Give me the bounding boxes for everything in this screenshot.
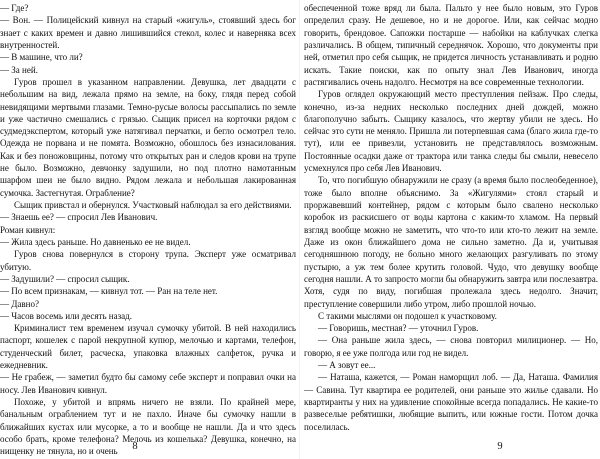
paragraph: То, что погибшую обнаружили не сразу (а время было послеобеденное), тоже было вполне объяснимо. За «Жигулями» стоял старый и проржавевший контейнер, рядом с которым было свалено несколько коробок из раскисшего от воды картона с каким-то хламом. На первый взгляд вообще можно не заметить, что что-то или кто-то лежит на земле. Даже из окон ближайшего дома не сильно заметно. Да и, учитывая сегодняшнюю погоду, не больно много желающих разгуливать по этому пустырю, а уж тем более крутить головой. Чудо, что девушку вообще сегодня нашли. А то запросто могли бы обнаружить завтра или послезавтра. Хотя, судя по виду, погибшая пролежала здесь недолго. Значит, преступление совершили либо утром, либо прошлой ночью.	[304, 175, 598, 309]
page-right-folio: 9	[497, 441, 503, 452]
paragraph: — Жила здесь раньше. Но давненько ее не видел.	[0, 236, 191, 247]
paragraph: — Говоришь, местная? — уточнил Гуров.	[318, 323, 479, 334]
paragraph: — Не грабеж, — заметил будто бы самому себе эксперт и поправил очки на носу. Лев Иванович кивнул.	[0, 372, 296, 395]
paragraph: — Часов восемь или десять назад.	[0, 310, 132, 321]
paragraph: Гуров снова повернулся в сторону трупа. Эксперт уже осматривал убитую.	[0, 249, 296, 272]
page-left-body	[0, 2, 296, 458]
page-right-body	[304, 2, 598, 433]
paragraph: — Знаешь ее? — спросил Лев Иванович.	[0, 212, 158, 223]
paragraph: Криминалист тем временем изучал сумочку убитой. В ней находились паспорт, кошелек с парой некрупной купюр, мелочью и картами, телефон, студенческий билет, расческа, упаковка влажных салфеток, ручка и ежедневник.	[0, 323, 296, 371]
page-left-folio: 8	[132, 441, 138, 452]
paragraph: — Она раньше жила здесь, — снова повторил милиционер. — Но, говорю, я ее уже полгода или год не видел.	[304, 335, 598, 358]
paragraph: обеспеченной тоже вряд ли была. Пальто у нее было новым, это Гуров определил сразу. Не дешевое, но и не дорогое. Или, как сейчас модно говорить, брендовое. Сапожки постарше — набойки на каблучках слегка различались. В общем, типичный середнячок. Хорошо, что документы при ней, отметил про себя сыщик, не придется личность устанавливать и родню искать. Такие поиски, как по опыту знал Лев Иванович, иногда растягивались очень надолго. Несмотря на все современные технологии.	[304, 3, 598, 87]
paragraph: Роман кивнул:	[0, 224, 56, 235]
paragraph: — В машине, что ли?	[0, 52, 83, 63]
paragraph: С такими мыслями он подошел к участковому.	[318, 310, 497, 321]
paragraph: Гуров оглядел окружающий место преступления пейзаж. Про следы, конечно, из-за недних несколько последних дней дождей, можно благополучно забыть. Сыщику казалось, что жертву убили не здесь. Но сейчас это сути не меняло. Пришла ли потерпевшая сама (благо жила где-то тут), или ее привезли, установить не представлялось возможным. Постоянные осадки даже от трактора или танка следы бы смыли, невесело усмехнулся про себя Лев Иванович.	[304, 89, 598, 174]
paragraph: — За ней.	[0, 64, 38, 75]
paragraph: Похоже, у убитой и впрямь ничего не взяли. По крайней мере, банальным ограблением тут и не пахло. Иначе бы сумочку нашли в ближайших кустах или мусорке, а то и вообще не нашли. Да и что здесь особо брать, кроме телефона? Мелочь из кошелька? Девушка, конечно, на нищенку не тянула, но и очень	[0, 397, 296, 457]
paragraph: — Вон. — Полицейский кивнул на старый «жигуль», стоявший здесь бог знает с каких времен и давно лишившийся стекол, колес и наверняка всех внутренностей.	[0, 15, 296, 50]
page-right	[300, 0, 600, 459]
paragraph: Сыщик привстал и обернулся. Участковый наблюдал за его действиями.	[14, 200, 292, 210]
paragraph: Гуров прошел в указанном направлении. Девушка, лет двадцати с небольшим на вид, лежала прямо на земле, на боку, глядя перед собой невидящими мертвыми глазами. Темно-русые волосы рассыпались по земле и уже частично смешались с грязью. Сыщик присел на корточки рядом с судмедэкспертом, который уже натягивал перчатки, и бегло осмотрел тело. Одежда не порвана и не помята. Возможно, обошлось без изнасилования. Как и без поножовщины, потому что открытых ран и следов крови на трупе не было. Возможно, девчонку задушили, но под плотно намотанным шарфом шеи не было видно. Рядом лежала и небольшая лакированная сумочка. Застегнутая. Ограбление?	[0, 76, 296, 198]
paragraph: — Давно?	[0, 298, 39, 309]
paragraph: — Где?	[0, 3, 29, 13]
paragraph: — А зовут ее...	[318, 360, 376, 371]
paragraph: — Задушили? — спросил сыщик.	[0, 273, 130, 284]
paragraph: — По всем признакам, — кивнул тот. — Ран на теле нет.	[0, 286, 218, 297]
paragraph: — Наташа, кажется, — Роман наморщил лоб. — Да, Наташа. Фамилия — Савина. Тут квартира ее родителей, они раньше это жилье сдавали. Но квартиранты у них на удивление спокойные всегда попадались. Не какие-то развеселые ребятишки, любящие выпить, или южные гости. Потом дочка поселилась.	[304, 372, 598, 432]
